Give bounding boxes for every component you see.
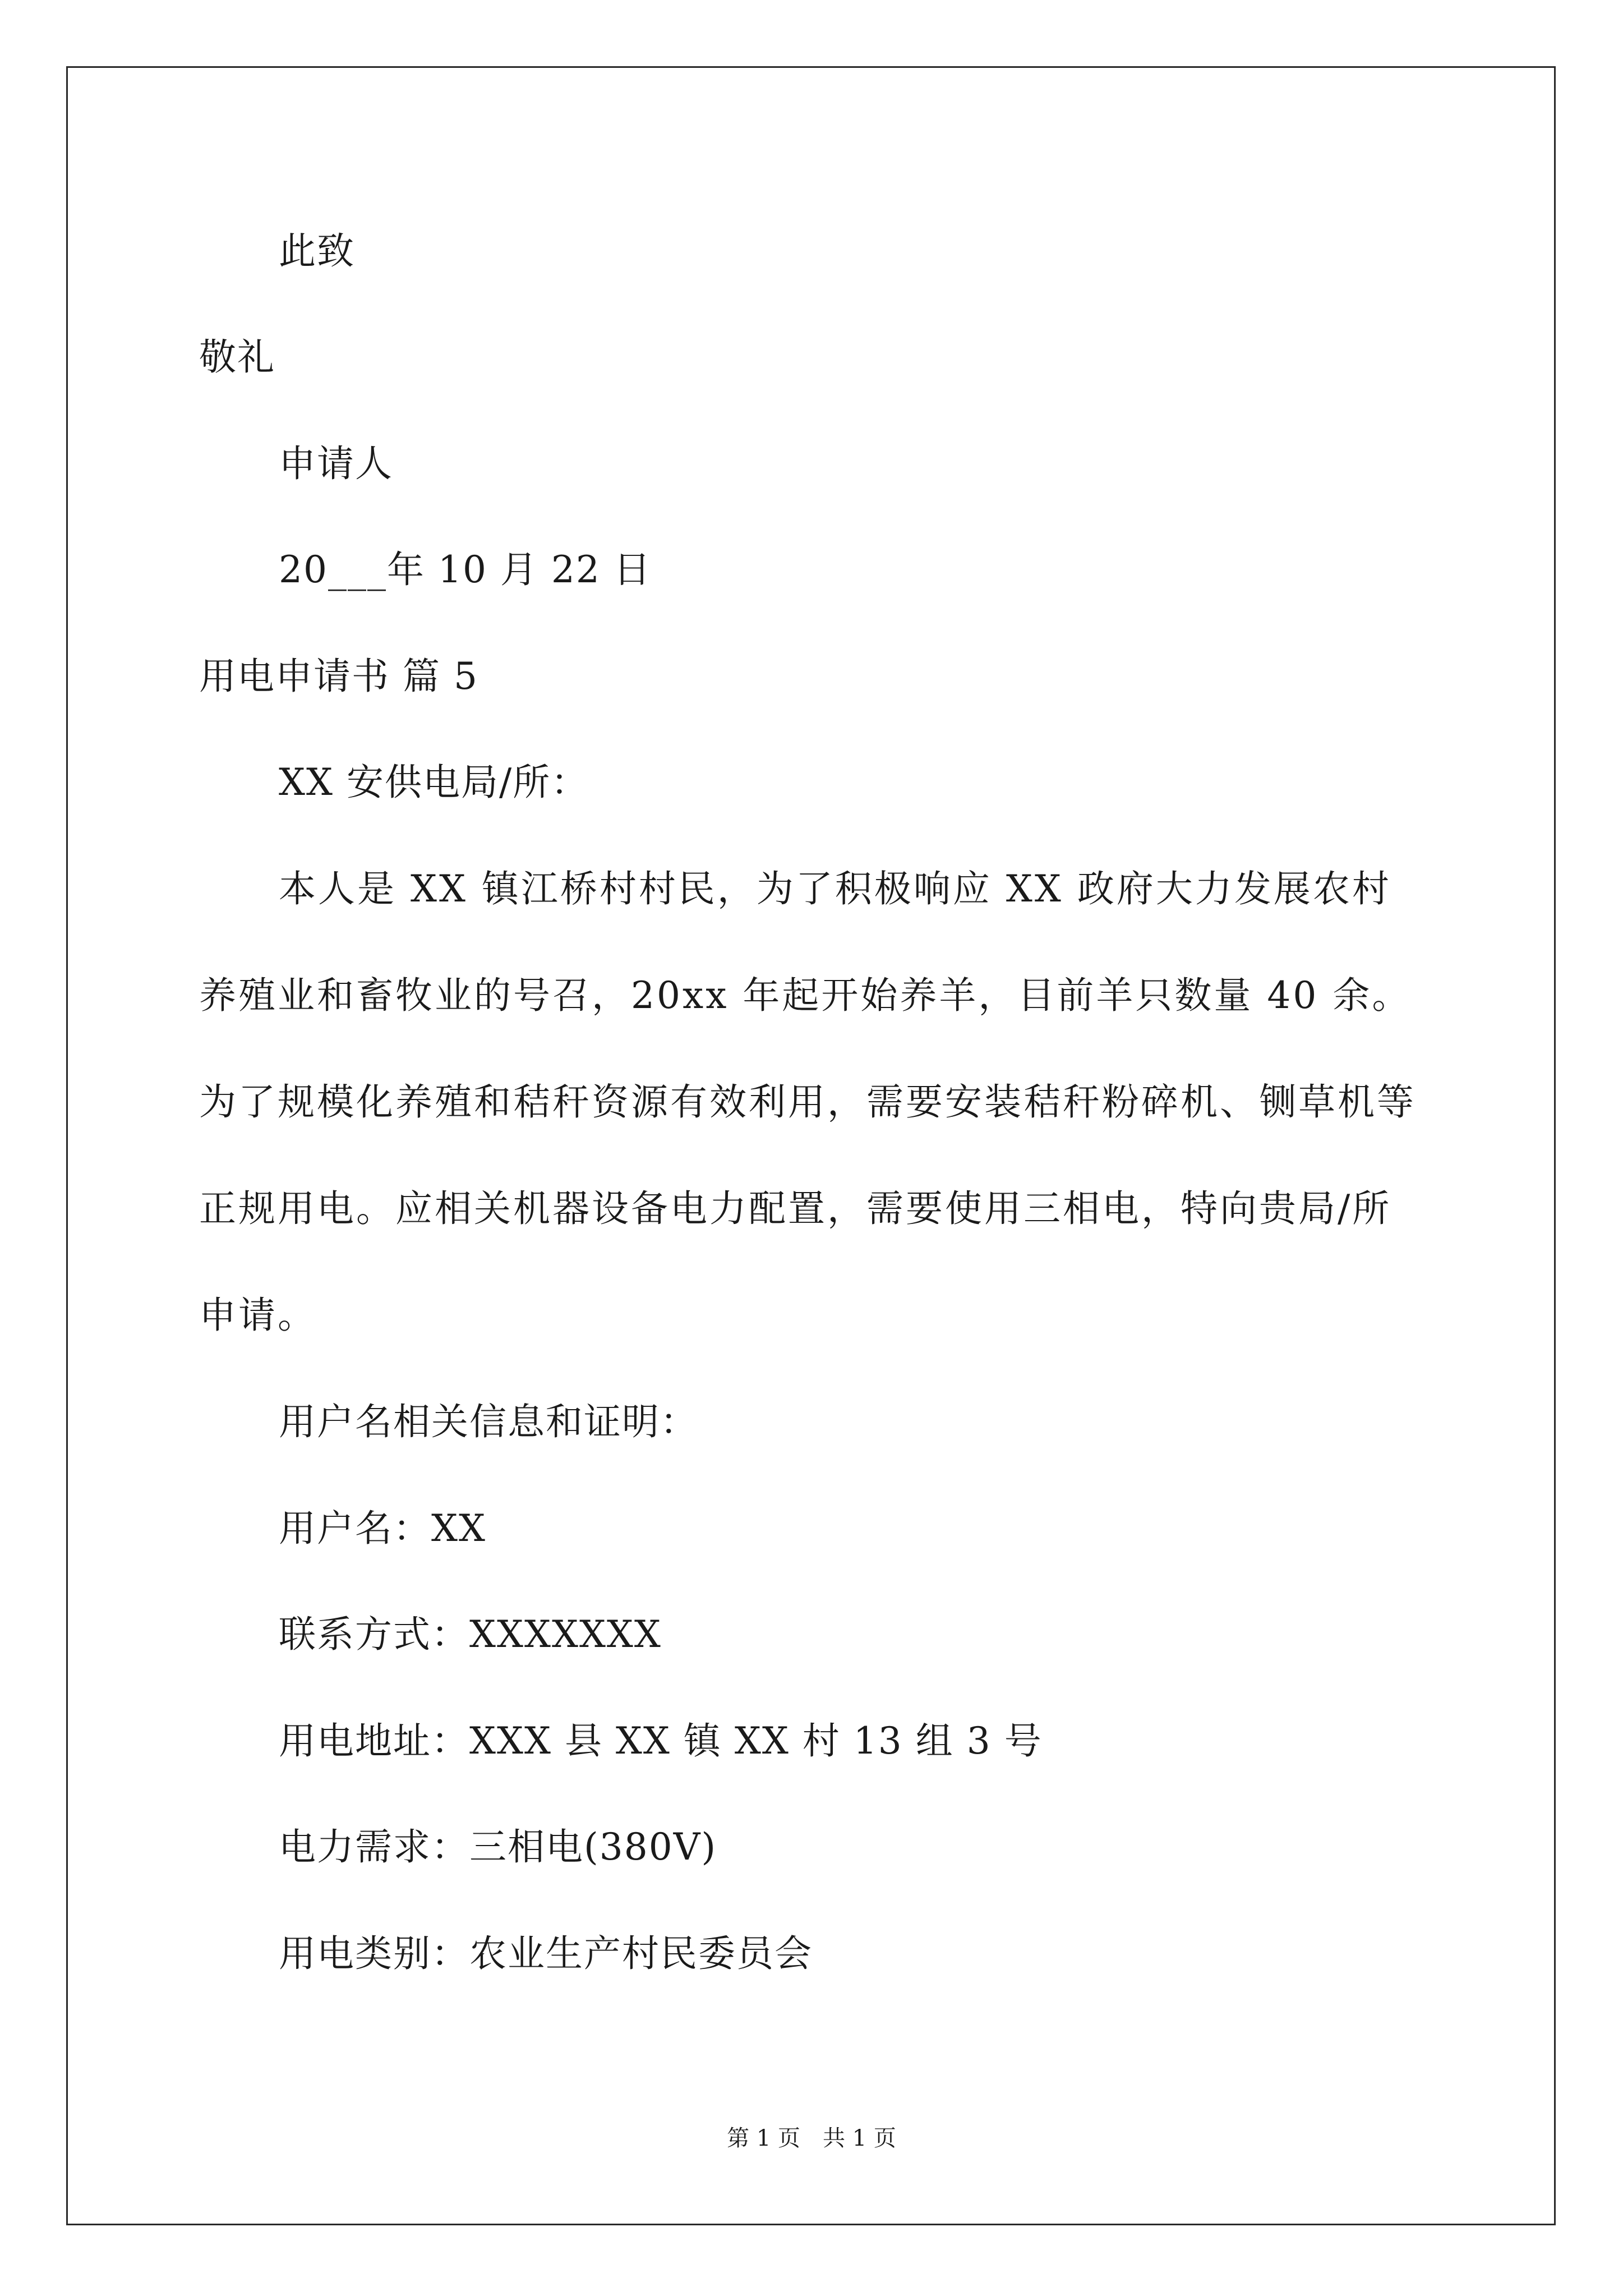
page-footer: 第 1 页 共 1 页: [727, 2125, 896, 2151]
closing-regards: 敬礼: [199, 335, 275, 379]
address-line: 用电地址：XXX 县 XX 镇 XX 村 13 组 3 号: [279, 1719, 1043, 1763]
application-date: 20___年 10 月 22 日: [279, 548, 652, 591]
recipient-line: XX 安供电局/所：: [279, 761, 589, 804]
closing-salutation: 此致: [279, 229, 355, 273]
power-need-line: 电力需求：三相电(380V): [279, 1825, 717, 1869]
section-title: 用电申请书 篇 5: [199, 655, 478, 698]
info-heading: 用户名相关信息和证明：: [279, 1400, 698, 1443]
username-line: 用户名：XX: [279, 1507, 486, 1550]
contact-line: 联系方式：XXXXXXX: [279, 1613, 662, 1656]
body-paragraph: 本人是 XX 镇江桥村村民，为了积极响应 XX 政府大力发展农村养殖业和畜牧业的号召，20xx 年起开始养羊，目前羊只数量 40 余。为了规模化养殖和秸秆资源有效利用，需要安装秸秆粉碎机、铡草机等正规用电。应相关机器设备电力配置，需要使用三相电，特向贵局/所申请。: [199, 867, 1416, 1337]
category-line: 用电类别：农业生产村民委员会: [279, 1932, 813, 1975]
applicant-label: 申请人: [279, 442, 393, 485]
